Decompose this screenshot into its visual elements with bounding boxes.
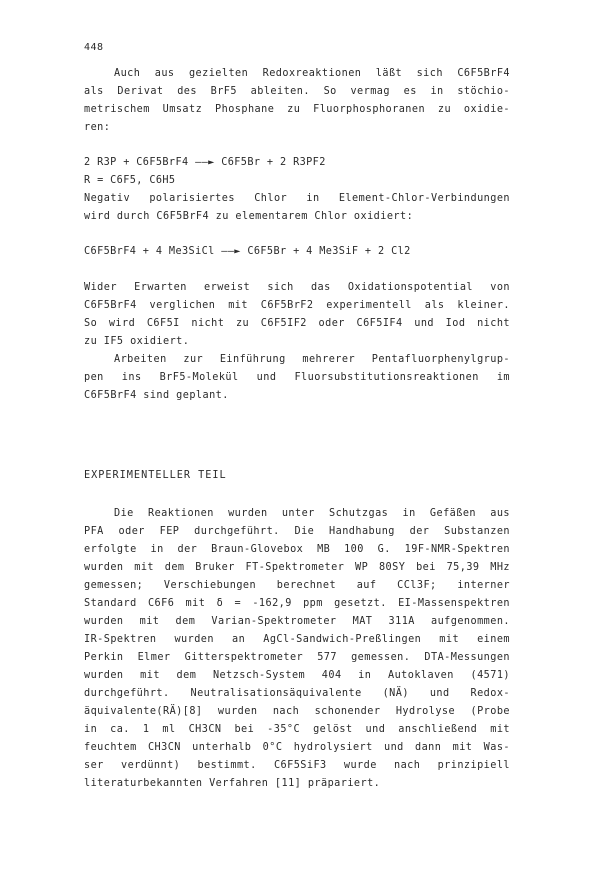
text-line: gemessen; Verschiebungen berechnet auf CCl3F; interner <box>84 580 510 591</box>
text-line: äquivalente(RÄ)[8] wurden nach schonender Hydrolyse (Probe <box>84 706 510 717</box>
text-line: pen ins BrF5-Molekül und Fluorsubstitutionsreaktionen im <box>84 372 510 383</box>
text-line: IR-Spektren wurden an AgCl-Sandwich-Preßlingen mit einem <box>84 634 510 645</box>
text-line: wurden mit dem Netzsch-System 404 in Autoklaven (4571) <box>84 670 510 681</box>
text-line: PFA oder FEP durchgeführt. Die Handhabung der Substanzen <box>84 526 510 537</box>
text-line: Auch aus gezielten Redoxreaktionen läßt sich C6F5BrF4 <box>114 68 510 79</box>
text-line: ren: <box>84 122 111 133</box>
text-line: durchgeführt. Neutralisationsäquivalente (NÄ) und Redox- <box>84 688 510 699</box>
page-number: 448 <box>84 42 104 53</box>
text-line: wurden mit dem Varian-Spektrometer MAT 311A aufgenommen. <box>84 616 510 627</box>
text-line: Die Reaktionen wurden unter Schutzgas in Gefäßen aus <box>114 508 510 519</box>
text-line: Standard C6F6 mit δ = -162,9 ppm gesetzt. EI-Massenspektren <box>84 598 510 609</box>
text-line: in ca. 1 ml CH3CN bei -35°C gelöst und anschließend mit <box>84 724 510 735</box>
text-line: Wider Erwarten erweist sich das Oxidationspotential von <box>84 282 510 293</box>
reaction-substituent-definition: R = C6F5, C6H5 <box>84 175 176 186</box>
text-line: ser verdünnt) bestimmt. C6F5SiF3 wurde nach prinzipiell <box>84 760 510 771</box>
reaction-equation: 2 R3P + C6F5BrF4 ——► C6F5Br + 2 R3PF2 <box>84 157 326 168</box>
text-line: feuchtem CH3CN unterhalb 0°C hydrolysiert und dann mit Was- <box>84 742 510 753</box>
text-line: literaturbekannten Verfahren [11] präpariert. <box>84 778 381 789</box>
text-line: C6F5BrF4 verglichen mit C6F5BrF2 experimentell als kleiner. <box>84 300 510 311</box>
text-line: als Derivat des BrF5 ableiten. So vermag es in stöchio- <box>84 86 510 97</box>
text-line: wurden mit dem Bruker FT-Spektrometer WP 80SY bei 75,39 MHz <box>84 562 510 573</box>
section-heading: EXPERIMENTELLER TEIL <box>84 470 227 481</box>
text-line: Negativ polarisiertes Chlor in Element-Chlor-Verbindungen <box>84 193 510 204</box>
text-line: So wird C6F5I nicht zu C6F5IF2 oder C6F5IF4 und Iod nicht <box>84 318 510 329</box>
text-line: zu IF5 oxidiert. <box>84 336 190 347</box>
text-line: metrischem Umsatz Phosphane zu Fluorphosphoranen zu oxidie- <box>84 104 510 115</box>
text-line: Perkin Elmer Gitterspektrometer 577 gemessen. DTA-Messungen <box>84 652 510 663</box>
text-line: Arbeiten zur Einführung mehrerer Pentafluorphenylgrup- <box>114 354 510 365</box>
text-line: erfolgte in der Braun-Glovebox MB 100 G. 19F-NMR-Spektren <box>84 544 510 555</box>
text-line: wird durch C6F5BrF4 zu elementarem Chlor oxidiert: <box>84 211 414 222</box>
reaction-equation: C6F5BrF4 + 4 Me3SiCl ——► C6F5Br + 4 Me3SiF + 2 Cl2 <box>84 246 411 257</box>
text-line: C6F5BrF4 sind geplant. <box>84 390 229 401</box>
